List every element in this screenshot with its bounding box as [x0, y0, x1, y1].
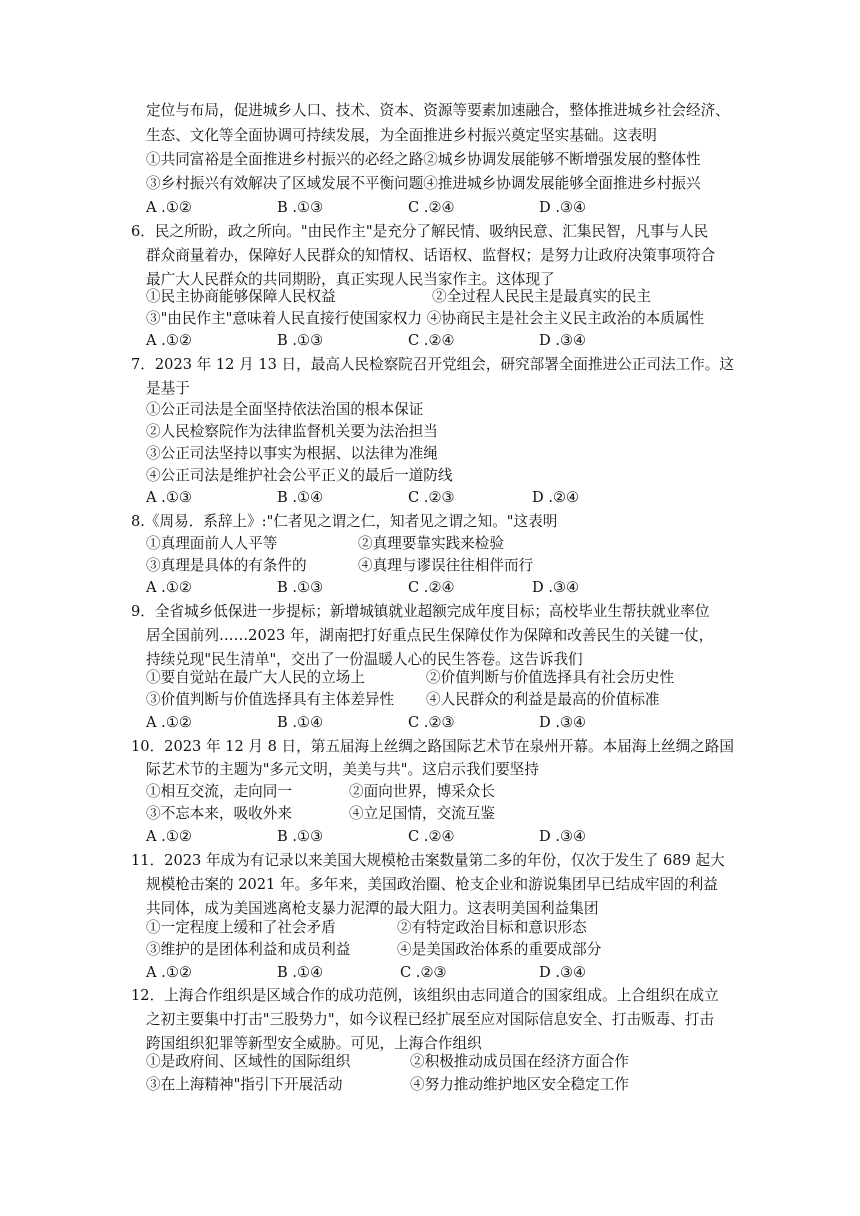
q8-option-2: ②真理要靠实践来检验	[358, 535, 504, 552]
q7-option-row: ①公正司法是全面坚持依法治国的根本保证	[146, 401, 424, 418]
q10-answer-c: C .②④	[408, 828, 455, 845]
q8-option-4: ④真理与谬误往往相伴而行	[358, 557, 534, 574]
q9-answer-a: A .①②	[146, 714, 192, 731]
q12-option-3: ③在上海精神"指引下开展活动	[146, 1076, 343, 1093]
q7-answer-a: A .①③	[146, 489, 192, 506]
q12-option-2: ②积极推动成员国在经济方面合作	[410, 1053, 629, 1070]
q8-answer-c: C .②④	[408, 579, 455, 596]
q12-stem-line: 12．上海合作组织是区域合作的成功范例，该组织由志同道合的国家组成。上合组织在成立	[131, 987, 719, 1004]
q9-stem-line: 居全国前列……2023 年，湖南把打好重点民生保障仗作为保障和改善民生的关键一仗，	[146, 627, 714, 644]
q10-option-3: ③不忘本来，吸收外来	[146, 805, 292, 822]
q7-answer-b: B .①④	[277, 489, 324, 506]
q12-option-4: ④努力推动维护地区安全稳定工作	[410, 1076, 629, 1093]
q6-stem-line: 6．民之所盼，政之所向。"由民作主"是充分了解民情、吸纳民意、汇集民智，凡事与人民	[131, 223, 709, 240]
q9-option-1: ①要自觉站在最广大人民的立场上	[146, 669, 365, 686]
q10-answer-b: B .①③	[277, 828, 324, 845]
q9-option-4: ④人民群众的利益是最高的价值标准	[426, 691, 660, 708]
q5-option-row: ①共同富裕是全面推进乡村振兴的必经之路②城乡协调发展能够不断增强发展的整体性	[146, 151, 701, 168]
q6-stem-line: 最广大人民群众的共同期盼，真正实现人民当家作主。这体现了	[146, 271, 555, 288]
q6-option-2: ②全过程人民民主是最真实的民主	[432, 288, 651, 305]
q6-option-row: ③"由民作主"意味着人民直接行使国家权力 ④协商民主是社会主义民主政治的本质属性	[146, 310, 705, 327]
q11-answer-a: A .①②	[146, 964, 192, 981]
q7-option-row: ④公正司法是维护社会公平正义的最后一道防线	[146, 467, 453, 484]
q5-answer-a: A .①②	[146, 199, 192, 216]
q12-option-1: ①是政府间、区域性的国际组织	[146, 1053, 351, 1070]
q10-stem-line: 际艺术节的主题为"多元文明，美美与共"。这启示我们要坚持	[146, 761, 539, 778]
q9-answer-d: D .③④	[539, 714, 587, 731]
q11-answer-d: D .③④	[539, 964, 587, 981]
q9-option-2: ②价值判断与价值选择具有社会历史性	[426, 669, 675, 686]
q6-answer-d: D .③④	[539, 332, 587, 349]
q8-answer-d: D .③④	[532, 579, 580, 596]
q10-answer-d: D .③④	[539, 828, 587, 845]
q5-stem-line: 生态、文化等全面协调可持续发展，为全面推进乡村振兴奠定坚实基础。这表明	[146, 127, 657, 144]
q11-stem-line: 共同体，成为美国逃离枪支暴力泥潭的最大阻力。这表明美国利益集团	[146, 900, 599, 917]
q10-option-2: ②面向世界，博采众长	[349, 783, 495, 800]
q5-stem-line: 定位与布局，促进城乡人口、技术、资本、资源等要素加速融合，整体推进城乡社会经济、	[146, 102, 730, 119]
q9-answer-b: B .①④	[277, 714, 324, 731]
q8-answer-b: B .①③	[277, 579, 324, 596]
q11-answer-b: B .①④	[277, 964, 324, 981]
q11-option-2: ②有特定政治目标和意识形态	[397, 919, 587, 936]
q11-answer-c: C .②③	[400, 964, 447, 981]
q6-stem-line: 群众商量着办，保障好人民群众的知情权、话语权、监督权；是努力让政府决策事项符合	[146, 247, 716, 264]
q7-option-row: ②人民检察院作为法律监督机关要为法治担当	[146, 423, 438, 440]
q6-answer-a: A .①②	[146, 332, 192, 349]
q7-stem-line: 是基于	[146, 380, 190, 397]
q7-stem-line: 7．2023 年 12 月 13 日，最高人民检察院召开党组会，研究部署全面推进公正司法工作。这	[131, 356, 734, 373]
q6-option-1: ①民主协商能够保障人民权益	[146, 288, 336, 305]
q5-answer-d: D .③④	[539, 199, 587, 216]
q5-option-row: ③乡村振兴有效解决了区域发展不平衡问题④推进城乡协调发展能够全面推进乡村振兴	[146, 175, 701, 192]
q10-option-1: ①相互交流，走向同一	[146, 783, 292, 800]
q8-answer-a: A .①②	[146, 579, 192, 596]
q11-option-1: ①一定程度上缓和了社会矛盾	[146, 919, 336, 936]
q5-answer-c: C .②④	[408, 199, 455, 216]
q7-answer-d: D .②④	[532, 489, 580, 506]
q7-answer-c: C .②③	[408, 489, 455, 506]
q9-stem-line: 持续兑现"民生清单"，交出了一份温暖人心的民生答卷。这告诉我们	[146, 651, 583, 668]
q8-option-3: ③真理是具体的有条件的	[146, 557, 307, 574]
q7-option-row: ③公正司法坚持以事实为根据、以法律为准绳	[146, 445, 438, 462]
q5-answer-b: B .①③	[277, 199, 324, 216]
q12-stem-line: 之初主要集中打击"三股势力"，如今议程已经扩展至应对国际信息安全、打击贩毒、打击	[146, 1011, 714, 1028]
q10-option-4: ④立足国情，交流互鉴	[349, 805, 495, 822]
q11-stem-line: 11．2023 年成为有记录以来美国大规模枪击案数量第二多的年份，仅次于发生了 689 起大	[131, 852, 725, 869]
q10-answer-a: A .①②	[146, 828, 192, 845]
q11-stem-line: 规模枪击案的 2021 年。多年来，美国政治圈、枪支企业和游说集团早已结成牢固的利益	[146, 876, 718, 893]
q12-stem-line: 跨国组织犯罪等新型安全威胁。可见，上海合作组织	[146, 1035, 482, 1052]
q9-option-3: ③价值判断与价值选择具有主体差异性	[146, 691, 395, 708]
q8-option-1: ①真理面前人人平等	[146, 535, 278, 552]
q6-answer-c: C .②④	[408, 332, 455, 349]
q9-stem-line: 9．全省城乡低保进一步提标；新增城镇就业超额完成年度目标；高校毕业生帮扶就业率位	[131, 603, 710, 620]
q11-option-3: ③维护的是团体利益和成员利益	[146, 941, 351, 958]
q6-answer-b: B .①③	[277, 332, 324, 349]
q11-option-4: ④是美国政治体系的重要成部分	[397, 941, 602, 958]
q9-answer-c: C .②③	[408, 714, 455, 731]
q10-stem-line: 10．2023 年 12 月 8 日，第五届海上丝绸之路国际艺术节在泉州开幕。本届海上丝绸之路国	[131, 738, 734, 755]
q8-stem-line: 8.《周易．系辞上》:"仁者见之谓之仁，知者见之谓之知。"这表明	[131, 513, 558, 530]
